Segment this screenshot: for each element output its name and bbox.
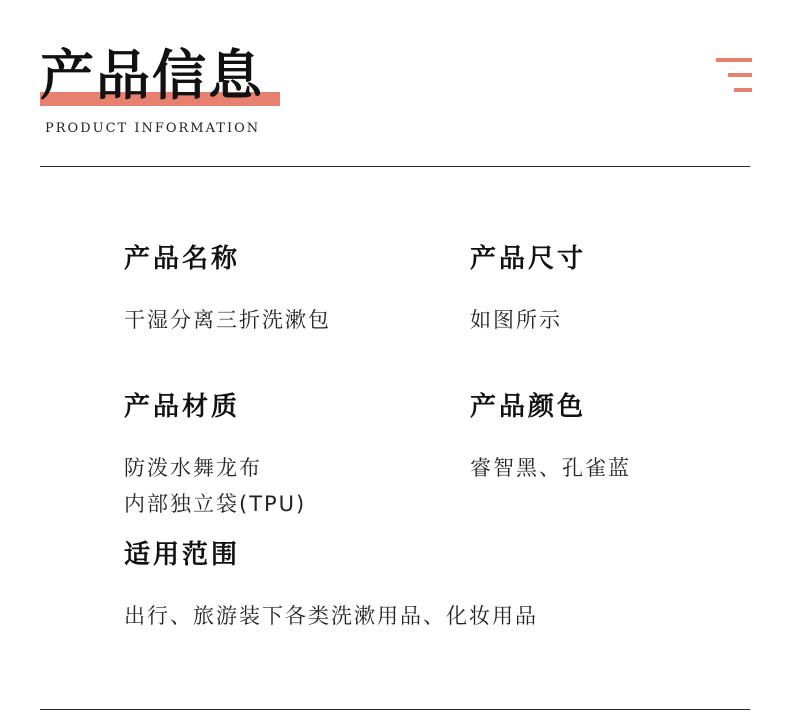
name-label: 产品名称 [124, 244, 241, 274]
title-block [40, 40, 264, 112]
color-label: 产品颜色 [470, 392, 587, 422]
color-value: 睿智黑、孔雀蓝 [470, 456, 631, 480]
menu-icon-bar [734, 88, 752, 92]
material-label: 产品材质 [124, 392, 241, 422]
material-value-line2: 内部独立袋(TPU) [124, 492, 307, 516]
menu-icon [716, 58, 752, 94]
menu-icon-bar [716, 58, 752, 62]
material-value-line1: 防泼水舞龙布 [124, 456, 262, 480]
name-value: 干湿分离三折洗漱包 [124, 308, 331, 332]
bottom-divider [40, 709, 750, 710]
size-label: 产品尺寸 [470, 244, 587, 274]
top-divider [40, 166, 750, 167]
menu-icon-bar [728, 73, 752, 77]
scope-value: 出行、旅游装下各类洗漱用品、化妆用品 [124, 604, 538, 628]
page-subtitle: PRODUCT INFORMATION [45, 121, 261, 136]
page-title: 产品信息 [40, 44, 264, 107]
scope-label: 适用范围 [124, 540, 241, 570]
size-value: 如图所示 [470, 308, 562, 332]
